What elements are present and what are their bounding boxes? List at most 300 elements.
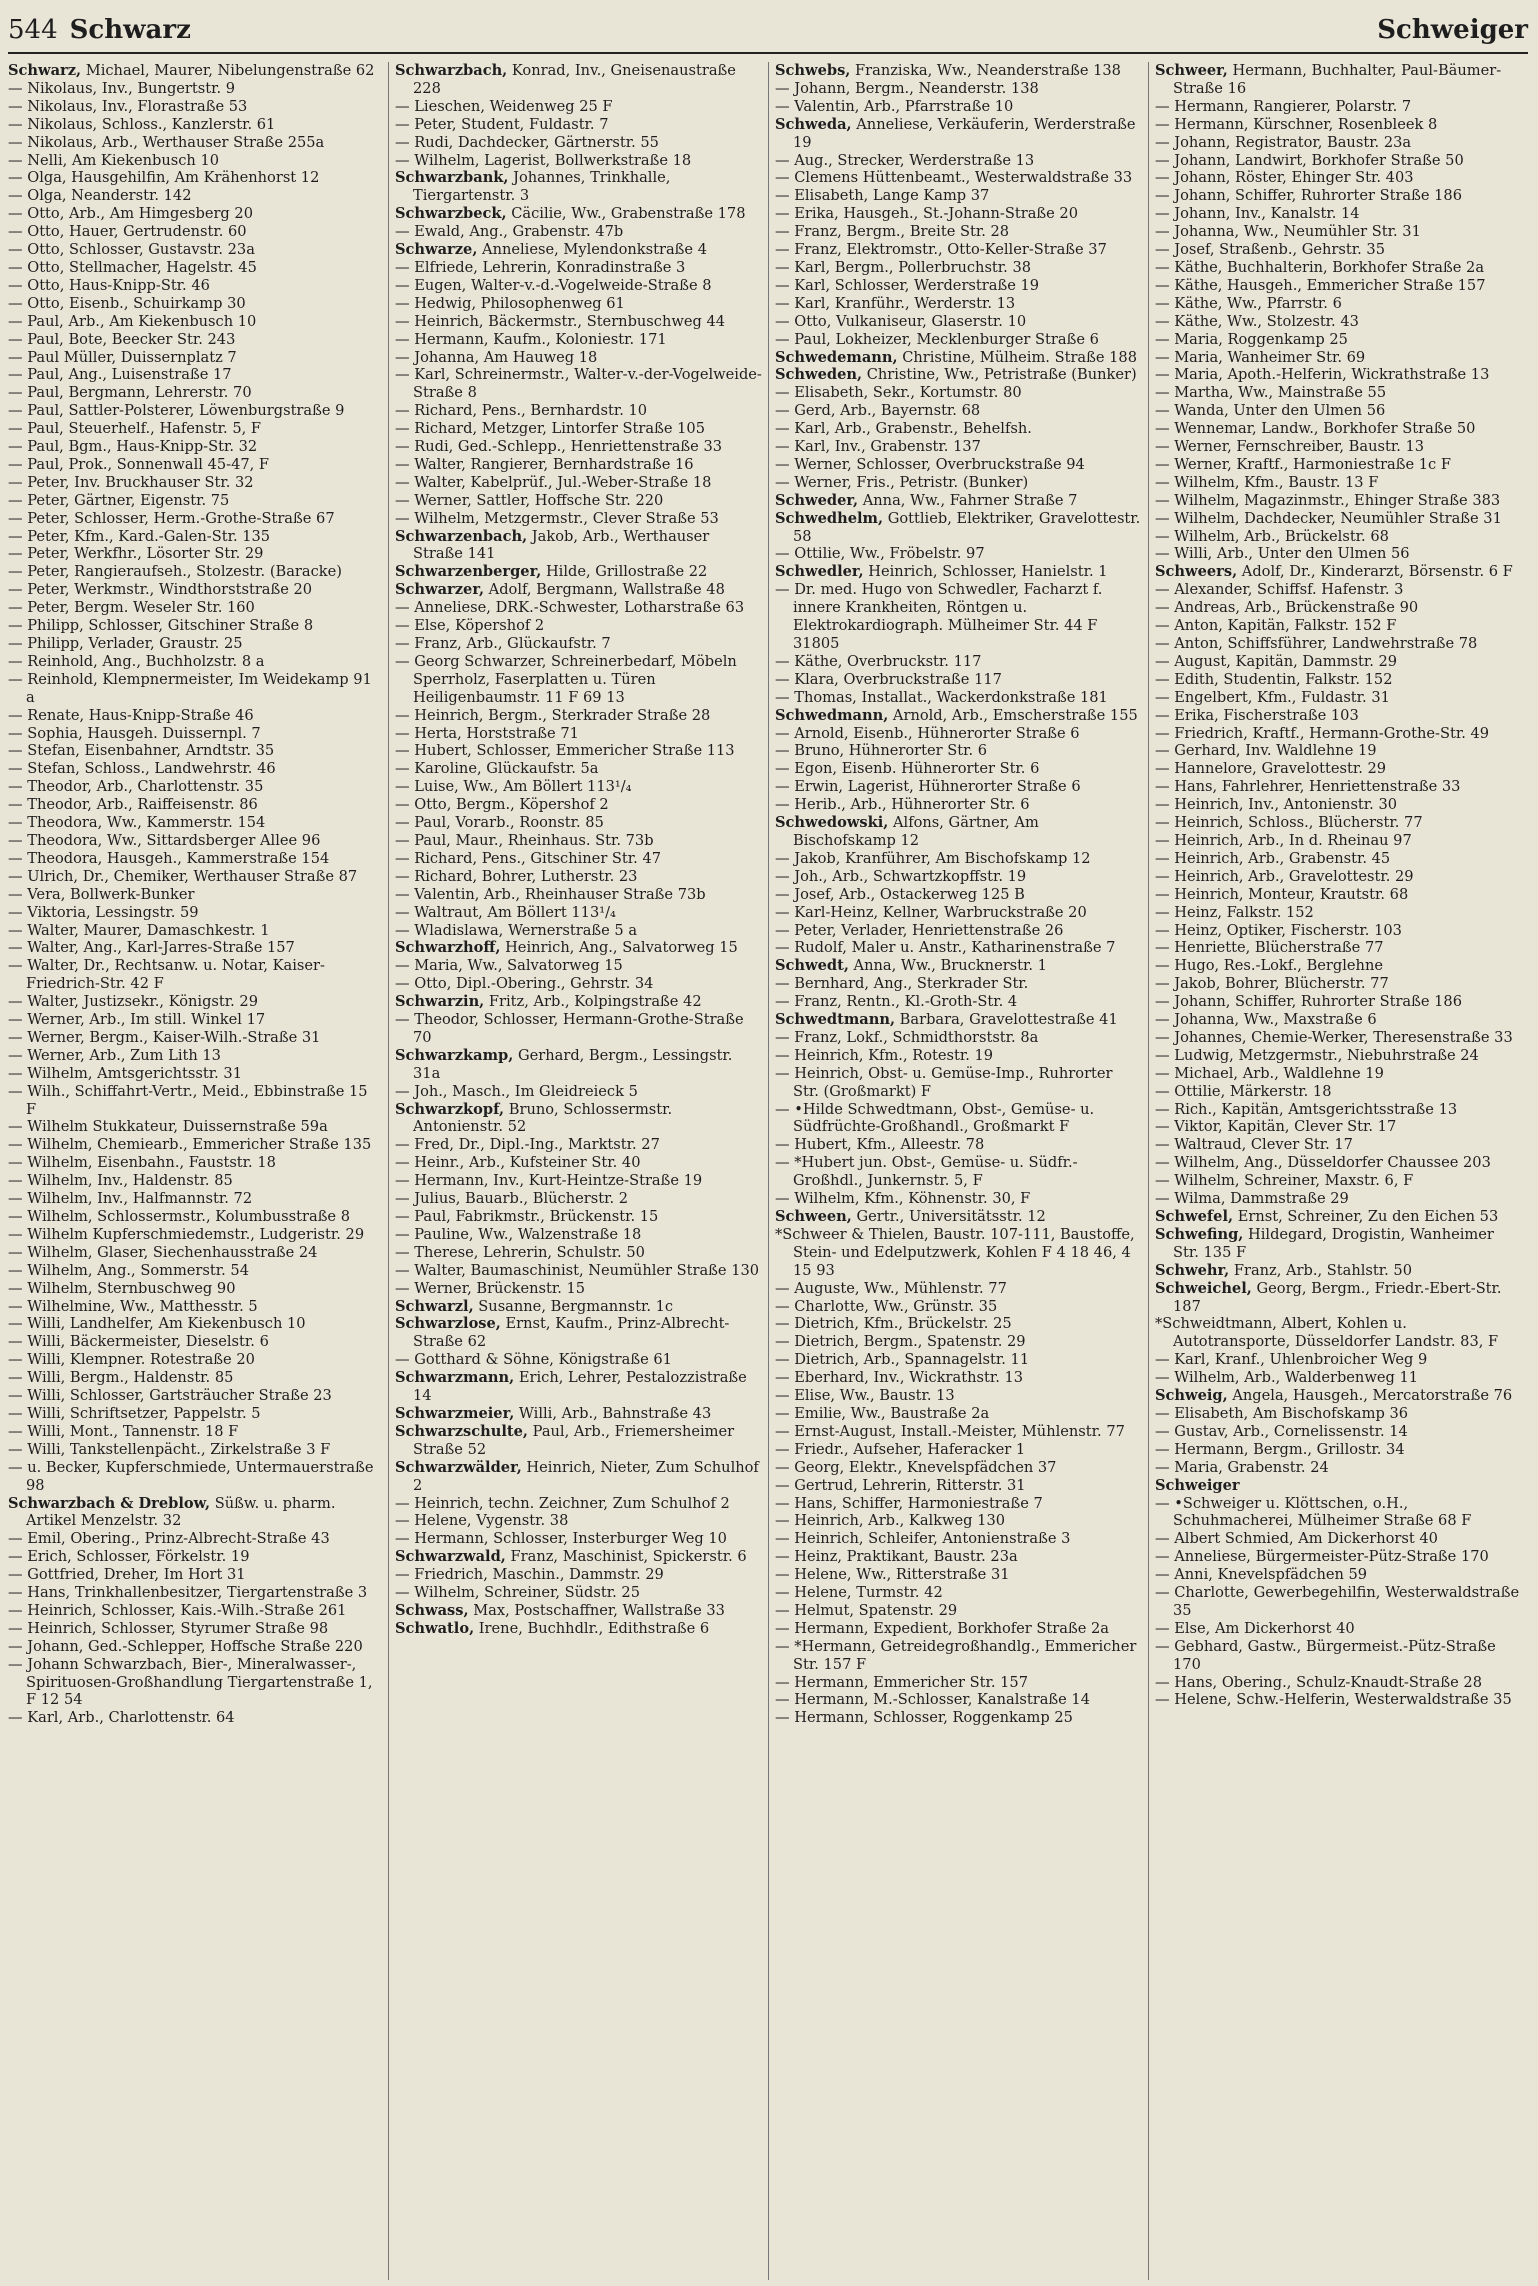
- entry-text: — Dr. med. Hugo von Schwedler, Facharzt f. innere Krankheiten, Röntgen u. Elektrokardiograph. Mülheimer Str. 44 F 31805: [775, 581, 1103, 652]
- entry-text: — Paul, Fabrikmstr., Brückenstr. 15: [395, 1208, 659, 1225]
- directory-entry: [1155, 563, 1522, 581]
- entry-surname: Schwarzlose,: [395, 1315, 501, 1333]
- entry-text: — Hans, Schiffer, Harmoniestraße 7: [775, 1494, 1043, 1512]
- entry-text: — Wilhelm Stukkateur, Duissernstraße 59a: [8, 1118, 328, 1136]
- entry-text: — Franz, Rentn., Kl.-Groth-Str. 4: [775, 993, 1018, 1011]
- entry-surname: Schwedmann,: [775, 706, 889, 724]
- entry-surname: Schwarzin,: [395, 993, 485, 1011]
- entry-text: — Gerhard, Inv. Waldlehne 19: [1155, 742, 1377, 760]
- directory-entry: [395, 993, 762, 1011]
- entry-text: — Werner, Arb., Im still. Winkel 17: [8, 1011, 266, 1029]
- column-1: [8, 62, 388, 2280]
- directory-entry: [395, 1262, 762, 1280]
- directory-entry: [395, 832, 762, 850]
- entry-text: — Werner, Fernschreiber, Baustr. 13: [1155, 438, 1425, 456]
- directory-entry: [1155, 1691, 1522, 1709]
- entry-text: — Nelli, Am Kiekenbusch 10: [8, 151, 220, 169]
- directory-entry: [775, 939, 1142, 957]
- entry-surname: Schwarzbach,: [395, 62, 508, 79]
- entry-text: — August, Kapitän, Dammstr. 29: [1155, 652, 1398, 670]
- entry-text: — Helmut, Spatenstr. 29: [775, 1601, 958, 1619]
- directory-entry: [775, 1387, 1142, 1405]
- entry-surname: Schween,: [775, 1208, 852, 1225]
- directory-entry: [8, 1656, 382, 1710]
- entry-text: — Heinrich, Schlosser, Kais.-Wilh.-Straße 261: [8, 1601, 347, 1619]
- entry-text: Heinrich, Schlosser, Hanielstr. 1: [863, 563, 1108, 581]
- entry-text: — Fred, Dr., Dipl.-Ing., Marktstr. 27: [395, 1136, 660, 1154]
- directory-entry: [395, 868, 762, 886]
- entry-surname: Schweder,: [775, 491, 859, 509]
- directory-entry: [8, 742, 382, 760]
- entry-text: — Anton, Schiffsführer, Landwehrstraße 78: [1155, 635, 1478, 652]
- entry-text: — Theodor, Arb., Raiffeisenstr. 86: [8, 796, 258, 814]
- directory-entry: [775, 169, 1142, 187]
- entry-text: — Heinz, Optiker, Fischerstr. 103: [1155, 921, 1402, 939]
- entry-text: — Werner, Brückenstr. 15: [395, 1279, 586, 1297]
- directory-entry: [8, 295, 382, 313]
- entry-surname: Schweiger: [1155, 1476, 1240, 1494]
- entry-surname: Schwehr,: [1155, 1261, 1230, 1279]
- entry-text: — Paul, Vorarb., Roonstr. 85: [395, 814, 604, 832]
- column-2: [388, 62, 768, 2280]
- entry-text: — Willi, Schlosser, Gartsträucher Straße 23: [8, 1387, 332, 1405]
- entry-text: — Alexander, Schiffsf. Hafenstr. 3: [1155, 581, 1404, 599]
- entry-text: — Heinrich, Inv., Antonienstr. 30: [1155, 796, 1398, 814]
- directory-entry: [395, 742, 762, 760]
- entry-text: — Georg, Elektr., Knevelspfädchen 37: [775, 1458, 1057, 1476]
- directory-entry: [395, 1369, 762, 1405]
- directory-entry: [395, 456, 762, 474]
- entry-text: — Otto, Stellmacher, Hagelstr. 45: [8, 258, 257, 276]
- entry-text: Anna, Ww., Brucknerstr. 1: [848, 957, 1047, 975]
- directory-entry: [775, 1709, 1142, 1727]
- directory-entry: [775, 1047, 1142, 1065]
- entry-text: Hildegard, Drogistin, Wanheimer Str. 135 F: [1173, 1225, 1494, 1261]
- directory-entry: [1155, 241, 1522, 259]
- directory-entry: [775, 1495, 1142, 1513]
- directory-entry: [395, 528, 762, 564]
- directory-entry: [775, 98, 1142, 116]
- entry-text: — Willi, Bergm., Haldenstr. 85: [8, 1369, 234, 1387]
- entry-text: — Hermann, Rangierer, Polarstr. 7: [1155, 97, 1412, 115]
- entry-text: — Paul, Ang., Luisenstraße 17: [8, 366, 232, 384]
- entry-surname: Schwedhelm,: [775, 509, 884, 527]
- directory-entry: [8, 1423, 382, 1441]
- directory-entry: [775, 420, 1142, 438]
- directory-entry: [395, 1136, 762, 1154]
- directory-entry: [1155, 98, 1522, 116]
- directory-entry: [1155, 1584, 1522, 1620]
- entry-text: — Engelbert, Kfm., Fuldastr. 31: [1155, 688, 1390, 706]
- directory-entry: [1155, 939, 1522, 957]
- entry-text: Anneliese, Mylendonkstraße 4: [477, 241, 707, 259]
- entry-text: — Willi, Klempner. Rotestraße 20: [8, 1351, 255, 1369]
- entry-text: Michael, Maurer, Nibelungenstraße 62: [81, 62, 375, 79]
- directory-entry: [775, 187, 1142, 205]
- entry-text: — Emil, Obering., Prinz-Albrecht-Straße 43: [8, 1530, 330, 1548]
- entry-text: — Peter, Schlosser, Herm.-Grothe-Straße 67: [8, 509, 335, 527]
- directory-entry: [395, 1244, 762, 1262]
- directory-entry: [8, 1208, 382, 1226]
- entry-text: — Otto, Dipl.-Obering., Gehrstr. 34: [395, 975, 654, 993]
- entry-text: — Johann, Schiffer, Ruhrorter Straße 186: [1155, 187, 1462, 205]
- entry-surname: Schwefing,: [1155, 1225, 1244, 1243]
- entry-text: — Reinhold, Klempnermeister, Im Weidekamp 91 a: [8, 670, 372, 706]
- directory-entry: [8, 402, 382, 420]
- entry-text: — Hermann, Kürschner, Rosenbleek 8: [1155, 115, 1438, 133]
- directory-entry: [395, 277, 762, 295]
- directory-entry: [1155, 707, 1522, 725]
- entry-text: — *Hubert jun. Obst-, Gemüse- u. Südfr.-Großhdl., Junkernstr. 5, F: [775, 1154, 1078, 1190]
- directory-entry: [8, 922, 382, 940]
- directory-entry: [8, 939, 382, 957]
- entry-text: — Wilhelm, Schreiner, Südstr. 25: [395, 1584, 640, 1602]
- directory-entry: [1155, 1208, 1522, 1226]
- directory-entry: [8, 277, 382, 295]
- entry-text: — Paul, Sattler-Polsterer, Löwenburgstraße 9: [8, 402, 345, 420]
- entry-text: — Hans, Trinkhallenbesitzer, Tiergartenstraße 3: [8, 1584, 368, 1602]
- directory-entry: [1155, 456, 1522, 474]
- entry-text: — Albert Schmied, Am Dickerhorst 40: [1155, 1530, 1438, 1548]
- directory-entry: [1155, 1315, 1522, 1351]
- entry-text: — Maria, Apoth.-Helferin, Wickrathstraße 13: [1155, 366, 1490, 384]
- directory-entry: [1155, 671, 1522, 689]
- entry-text: — Erika, Fischerstraße 103: [1155, 706, 1359, 724]
- directory-entry: [8, 957, 382, 993]
- entry-text: — Peter, Werkmstr., Windthorststraße 20: [8, 581, 313, 599]
- directory-entry: [395, 98, 762, 116]
- directory-entry: [8, 205, 382, 223]
- directory-entry: [8, 850, 382, 868]
- page-number: 544: [8, 15, 58, 45]
- directory-entry: [775, 886, 1142, 904]
- directory-entry: [395, 814, 762, 832]
- directory-entry: [1155, 366, 1522, 384]
- entry-text: — Nikolaus, Arb., Werthauser Straße 255a: [8, 133, 325, 151]
- entry-text: — Viktor, Kapitän, Clever Str. 17: [1155, 1118, 1397, 1136]
- entry-text: — Wladislawa, Wernerstraße 5 a: [395, 921, 638, 939]
- entry-text: — Wilhelm, Arb., Brückelstr. 68: [1155, 527, 1389, 545]
- directory-entry: [1155, 1423, 1522, 1441]
- directory-entry: [8, 904, 382, 922]
- entry-text: — Wilhelm, Chemiearb., Emmericher Straße 135: [8, 1136, 372, 1154]
- entry-text: — Paul, Bergmann, Lehrerstr. 70: [8, 384, 252, 402]
- directory-entry: [775, 402, 1142, 420]
- directory-entry: [8, 1065, 382, 1083]
- entry-surname: Schwatlo,: [395, 1619, 475, 1637]
- directory-entry: [395, 1208, 762, 1226]
- directory-entry: [775, 116, 1142, 152]
- directory-entry: [8, 420, 382, 438]
- directory-entry: [1155, 957, 1522, 975]
- entry-text: — Egon, Eisenb. Hühnerorter Str. 6: [775, 760, 1040, 778]
- directory-entry: [8, 1047, 382, 1065]
- directory-entry: [1155, 349, 1522, 367]
- directory-entry: [775, 1351, 1142, 1369]
- directory-entry: [1155, 1226, 1522, 1262]
- directory-entry: [1155, 474, 1522, 492]
- directory-entry: [8, 259, 382, 277]
- directory-entry: [1155, 1530, 1522, 1548]
- entry-text: — Auguste, Ww., Mühlenstr. 77: [775, 1279, 1007, 1297]
- entry-text: — Wilhelm, Magazinmstr., Ehinger Straße 383: [1155, 491, 1501, 509]
- entry-text: Willi, Arb., Bahnstraße 43: [514, 1404, 712, 1422]
- directory-entry: [395, 1190, 762, 1208]
- entry-text: — Karl, Bergm., Pollerbruchstr. 38: [775, 258, 1032, 276]
- directory-entry: [775, 1566, 1142, 1584]
- entry-text: — Hans, Fahrlehrer, Henriettenstraße 33: [1155, 778, 1461, 796]
- directory-entry: [8, 1495, 382, 1531]
- directory-entry: [8, 832, 382, 850]
- directory-entry: [775, 993, 1142, 1011]
- entry-text: — Wilhelm, Lagerist, Bollwerkstraße 18: [395, 151, 692, 169]
- entry-text: — Erwin, Lagerist, Hühnerorter Straße 6: [775, 778, 1081, 796]
- directory-entry: [8, 1602, 382, 1620]
- entry-text: — Wilhelm, Kfm., Köhnenstr. 30, F: [775, 1190, 1031, 1208]
- entry-text: — Theodor, Arb., Charlottenstr. 35: [8, 778, 264, 796]
- directory-entry: [775, 1602, 1142, 1620]
- entry-surname: Schwarz,: [8, 62, 82, 79]
- entry-text: — Heinrich, Arb., Gravelottestr. 29: [1155, 867, 1414, 885]
- entry-text: Cäcilie, Ww., Grabenstraße 178: [506, 205, 746, 223]
- entry-text: — Pauline, Ww., Walzenstraße 18: [395, 1225, 642, 1243]
- directory-entry: [395, 760, 762, 778]
- entry-text: — Martha, Ww., Mainstraße 55: [1155, 384, 1387, 402]
- entry-text: — Helene, Schw.-Helferin, Westerwaldstraße 35: [1155, 1691, 1512, 1709]
- entry-text: — Else, Am Dickerhorst 40: [1155, 1619, 1355, 1637]
- entry-surname: Schwedemann,: [775, 348, 898, 366]
- entry-text: — Wilhelm Kupferschmiedemstr., Ludgeristr. 29: [8, 1225, 365, 1243]
- directory-entry: [1155, 778, 1522, 796]
- entry-text: — Dietrich, Bergm., Spatenstr. 29: [775, 1333, 1026, 1351]
- entry-text: — Theodor, Schlosser, Hermann-Grothe-Straße 70: [395, 1011, 744, 1046]
- entry-text: — Werner, Schlosser, Overbruckstraße 94: [775, 455, 1085, 473]
- directory-entry: [1155, 796, 1522, 814]
- directory-entry: [1155, 1548, 1522, 1566]
- directory-entry: [775, 868, 1142, 886]
- entry-text: — Anton, Kapitän, Falkstr. 152 F: [1155, 617, 1397, 635]
- entry-text: — Wilhelm, Dachdecker, Neumühler Straße 31: [1155, 509, 1502, 527]
- directory-entry: [1155, 742, 1522, 760]
- directory-entry: [395, 1423, 762, 1459]
- entry-text: — Werner, Kraftf., Harmoniestraße 1c F: [1155, 455, 1451, 473]
- directory-entry: [395, 134, 762, 152]
- entry-text: — Johann, Inv., Kanalstr. 14: [1155, 205, 1360, 223]
- entry-text: — Hans, Obering., Schulz-Knaudt-Straße 28: [1155, 1673, 1482, 1691]
- entry-surname: Schweden,: [775, 366, 863, 384]
- entry-text: — Walter, Justizsekr., Königstr. 29: [8, 993, 258, 1011]
- directory-entry: [1155, 760, 1522, 778]
- entry-text: — Wilhelm, Schlossermstr., Kolumbusstraße 8: [8, 1208, 350, 1225]
- entry-text: — Gebhard, Gastw., Bürgermeist.-Pütz-Straße 170: [1155, 1637, 1496, 1673]
- directory-entry: [1155, 1495, 1522, 1531]
- directory-entry: [775, 366, 1142, 384]
- entry-text: — Peter, Werkfhr., Lösorter Str. 29: [8, 545, 264, 563]
- entry-text: — Thomas, Installat., Wackerdonkstraße 181: [775, 688, 1108, 706]
- directory-entry: [1155, 1459, 1522, 1477]
- directory-entry: [8, 456, 382, 474]
- entry-text: — Hedwig, Philosophenweg 61: [395, 294, 625, 312]
- directory-entry: [1155, 331, 1522, 349]
- directory-entry: [395, 259, 762, 277]
- directory-entry: [775, 760, 1142, 778]
- entry-text: — Elisabeth, Am Bischofskamp 36: [1155, 1404, 1409, 1422]
- entry-text: — Otto, Arb., Am Himgesberg 20: [8, 205, 253, 223]
- entry-text: Franz, Maschinist, Spickerstr. 6: [505, 1548, 747, 1566]
- directory-entry: [775, 277, 1142, 295]
- directory-entry: [1155, 617, 1522, 635]
- entry-text: — Hermann, Schlosser, Insterburger Weg 10: [395, 1530, 727, 1548]
- entry-text: Adolf, Dr., Kinderarzt, Börsenstr. 6 F: [1237, 563, 1513, 581]
- entry-text: — Werner, Sattler, Hoffsche Str. 220: [395, 491, 664, 509]
- entry-surname: Schwarzbank,: [395, 169, 509, 187]
- entry-text: — Elise, Ww., Baustr. 13: [775, 1387, 955, 1405]
- directory-entry: [1155, 116, 1522, 134]
- entry-text: — Wilhelm, Sternbuschweg 90: [8, 1279, 236, 1297]
- entry-text: Irene, Buchhdlr., Edithstraße 6: [474, 1619, 710, 1637]
- directory-entry: [775, 1691, 1142, 1709]
- entry-text: — Josef, Arb., Ostackerweg 125 B: [775, 885, 1025, 903]
- directory-entry: [395, 1083, 762, 1101]
- directory-entry: [8, 438, 382, 456]
- entry-text: — Herib., Arb., Hühnerorter Str. 6: [775, 796, 1030, 814]
- entry-text: Gottlieb, Elektriker, Gravelottestr. 58: [793, 509, 1141, 545]
- directory-entry: [1155, 975, 1522, 993]
- directory-entry: [395, 922, 762, 940]
- directory-entry: [775, 563, 1142, 581]
- directory-entry: [1155, 1172, 1522, 1190]
- entry-text: — Franz, Elektromstr., Otto-Keller-Straße 37: [775, 241, 1107, 259]
- entry-text: — Hubert, Schlosser, Emmericher Straße 113: [395, 742, 735, 760]
- directory-entry: [395, 599, 762, 617]
- directory-entry: [1155, 402, 1522, 420]
- entry-text: — Walter, Kabelprüf., Jul.-Weber-Straße 18: [395, 473, 712, 491]
- entry-text: — Richard, Bohrer, Lutherstr. 23: [395, 867, 638, 885]
- entry-text: — Nikolaus, Inv., Florastraße 53: [8, 97, 248, 115]
- entry-text: — Hermann, Emmericher Str. 157: [775, 1673, 1028, 1691]
- directory-entry: [395, 1047, 762, 1083]
- directory-entry: [8, 1351, 382, 1369]
- entry-text: — Willi, Arb., Unter den Ulmen 56: [1155, 545, 1410, 563]
- entry-text: — Gottfried, Dreher, Im Hort 31: [8, 1566, 246, 1584]
- entry-text: — Franz, Bergm., Breite Str. 28: [775, 223, 1010, 241]
- directory-entry: [1155, 689, 1522, 707]
- entry-text: — Michael, Arb., Waldlehne 19: [1155, 1064, 1384, 1082]
- directory-entry: [1155, 134, 1522, 152]
- directory-entry: [1155, 492, 1522, 510]
- entry-text: — Sophia, Hausgeh. Duissernpl. 7: [8, 724, 261, 742]
- entry-text: — Joh., Masch., Im Gleidreieck 5: [395, 1082, 638, 1100]
- directory-entry: [1155, 993, 1522, 1011]
- directory-entry: [1155, 832, 1522, 850]
- directory-entry: [1155, 1387, 1522, 1405]
- entry-text: — Theodora, Hausgeh., Kammerstraße 154: [8, 849, 330, 867]
- entry-text: — Werner, Bergm., Kaiser-Wilh.-Straße 31: [8, 1028, 321, 1046]
- directory-entry: [775, 1298, 1142, 1316]
- entry-text: Erich, Lehrer, Pestalozzistraße 14: [413, 1369, 747, 1405]
- entry-text: — Philipp, Schlosser, Gitschiner Straße 8: [8, 617, 314, 635]
- directory-entry: [395, 975, 762, 993]
- entry-text: Hilde, Grillostraße 22: [541, 563, 708, 581]
- entry-text: — Heinrich, Monteur, Krautstr. 68: [1155, 885, 1409, 903]
- entry-text: — Richard, Metzger, Lintorfer Straße 105: [395, 420, 705, 438]
- entry-text: — Hubert, Kfm., Alleestr. 78: [775, 1136, 985, 1154]
- entry-surname: Schweichel,: [1155, 1279, 1252, 1297]
- entry-text: — Friedr., Aufseher, Haferacker 1: [775, 1440, 1026, 1458]
- directory-entry: [8, 868, 382, 886]
- directory-entry: [1155, 1620, 1522, 1638]
- directory-entry: [395, 1548, 762, 1566]
- entry-text: — Helene, Ww., Ritterstraße 31: [775, 1566, 1010, 1584]
- directory-entry: [395, 1495, 762, 1513]
- directory-entry: [395, 295, 762, 313]
- directory-entry: [395, 1530, 762, 1548]
- entry-text: — Heinrich, Arb., Grabenstr. 45: [1155, 849, 1391, 867]
- directory-entry: [8, 796, 382, 814]
- column-3: [768, 62, 1148, 2280]
- entry-text: Heinrich, Ang., Salvatorweg 15: [500, 939, 738, 957]
- directory-entry: [775, 259, 1142, 277]
- entry-text: — Paul, Bgm., Haus-Knipp-Str. 32: [8, 438, 258, 456]
- directory-entry: [395, 563, 762, 581]
- directory-entry: [8, 313, 382, 331]
- entry-text: — Hermann, M.-Schlosser, Kanalstraße 14: [775, 1691, 1090, 1709]
- entry-surname: Schwarzmann,: [395, 1369, 515, 1387]
- entry-surname: Schwarzbeck,: [395, 205, 507, 223]
- entry-text: Barbara, Gravelottestraße 41: [895, 1011, 1118, 1029]
- directory-entry: [395, 904, 762, 922]
- entry-text: — Heinr., Arb., Kufsteiner Str. 40: [395, 1154, 641, 1172]
- entry-text: — Olga, Neanderstr. 142: [8, 187, 192, 205]
- directory-entry: [8, 492, 382, 510]
- directory-entry: [8, 1280, 382, 1298]
- entry-text: — Richard, Pens., Gitschiner Str. 47: [395, 849, 662, 867]
- entry-text: — Walter, Baumaschinist, Neumühler Straße 130: [395, 1261, 760, 1279]
- entry-text: — Ewald, Ang., Grabenstr. 47b: [395, 223, 624, 241]
- directory-entry: [395, 1280, 762, 1298]
- directory-entry: [395, 1154, 762, 1172]
- directory-entry: [1155, 277, 1522, 295]
- entry-surname: Schwarzkamp,: [395, 1046, 514, 1064]
- directory-entry: [395, 241, 762, 259]
- entry-text: — Erich, Schlosser, Förkelstr. 19: [8, 1548, 250, 1566]
- directory-entry: [8, 98, 382, 116]
- directory-entry: [395, 707, 762, 725]
- directory-entry: [8, 1262, 382, 1280]
- directory-entry: [8, 993, 382, 1011]
- directory-entry: [1155, 814, 1522, 832]
- entry-text: Franz, Arb., Stahlstr. 50: [1229, 1261, 1412, 1279]
- directory-entry: [775, 152, 1142, 170]
- entry-text: Alfons, Gärtner, Am Bischofskamp 12: [793, 814, 1039, 849]
- entry-text: — Renate, Haus-Knipp-Straße 46: [8, 706, 254, 724]
- entry-text: — Eugen, Walter-v.-d.-Vogelweide-Straße 8: [395, 276, 712, 294]
- entry-text: — Heinrich, Obst- u. Gemüse-Imp., Ruhrorter Str. (Großmarkt) F: [775, 1064, 1113, 1100]
- directory-entry: [8, 1118, 382, 1136]
- entry-surname: Schwedt,: [775, 957, 849, 975]
- directory-entry: [775, 1154, 1142, 1190]
- column-4: [1148, 62, 1528, 2280]
- entry-text: — *Hermann, Getreidegroßhandlg., Emmericher Str. 157 F: [775, 1637, 1137, 1673]
- directory-entry: [775, 581, 1142, 653]
- entry-text: — Julius, Bauarb., Blücherstr. 2: [395, 1190, 629, 1208]
- entry-text: — Willi, Mont., Tannenstr. 18 F: [8, 1422, 239, 1440]
- entry-text: — Käthe, Hausgeh., Emmericher Straße 157: [1155, 276, 1486, 294]
- entry-text: — •Hilde Schwedtmann, Obst-, Gemüse- u. Südfrüchte-Großhandl., Großmarkt F: [775, 1100, 1095, 1136]
- entry-text: — Theodora, Ww., Sittardsberger Allee 96: [8, 831, 321, 849]
- directory-entry: [775, 80, 1142, 98]
- entry-text: — Anni, Knevelspfädchen 59: [1155, 1566, 1368, 1584]
